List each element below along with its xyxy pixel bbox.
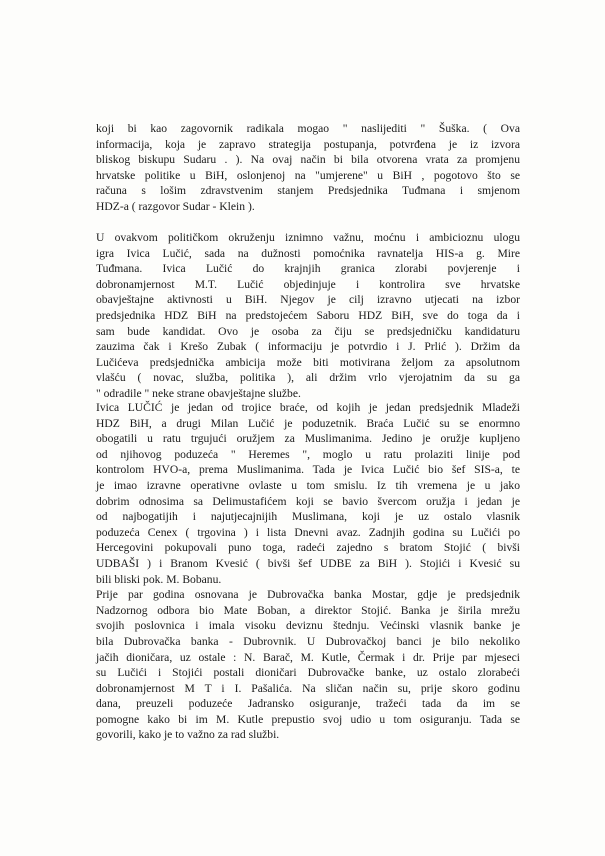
paragraph-1: [96, 121, 520, 215]
text-line: dobronamjernost M.T. Lučić objedinjuje i kontrolira sve hrvatske: [96, 277, 520, 291]
text-line: HDZ BiH, a drugi Milan Lučić je poduzetnik. Braća Lučić su se enormno: [96, 416, 520, 430]
text-line: sam bude kandidat. Ovo je osoba za čiju se predsjedničku kandidaturu: [96, 324, 520, 338]
text-line: dobronamjernost M T i I. Pašalića. Na sličan način su, prije skoro godinu: [96, 681, 520, 695]
paragraph-3: [96, 400, 520, 743]
text-line: Prije par godina osnovana je Dubrovačka banka Mostar, gdje je predsjednik: [96, 588, 520, 602]
text-line: pomogne kako bi im M. Kutle prepustio svoj udio u tom osiguranju. Tada se: [96, 712, 520, 726]
text-line: Nadzornog odbora bio Mate Boban, a direktor Stojić. Banka je širila mrežu: [96, 603, 520, 617]
text-line: Hercegovini pokupovali puno toga, radeći zajedno s bratom Stojić ( bivši: [96, 541, 520, 555]
text-line: je imao izravne operativne ovlaste u tom smislu. Iz tih vremena je u jako: [96, 478, 520, 492]
text-line: igra Ivica Lučić, sada na dužnosti pomoćnika ravnatelja HIS-a g. Mire: [96, 246, 520, 260]
text-line: od njihovog poduzeća " Heremes ", moglo u ratu prolaziti linije pod: [96, 447, 520, 461]
text-line: bila Dubrovačka banka - Dubrovnik. U Dubrovačkoj banci je bilo nekoliko: [96, 634, 520, 648]
text-line: UDBAŠI ) i Branom Kvesić ( bivši šef UDBE za BiH ). Stojići i Kvesić su: [96, 556, 520, 570]
text-line: poduzeća Cenex ( trgovina ) i lista Dnevni avaz. Zadnjih godina su Lučići po: [96, 525, 520, 539]
paragraph-2: [96, 230, 520, 402]
text-line: računa s lošim zdravstvenim stanjem Predsjednika Tuđmana i smjenom: [96, 184, 520, 198]
text-line: Tuđmana. Ivica Lučić do krajnjih granica zlorabi povjerenje i: [96, 262, 520, 276]
text-line: informacija, koja je zapravo strategija postupanja, potvrđena je iz izvora: [96, 137, 520, 151]
text-line: kontrolom HVO-a, prema Muslimanima. Tada je Ivica Lučić bio šef SIS-a, te: [96, 463, 520, 477]
text-line: su Lučići i Stojići postali dioničari Dubrovačke banke, uz ostalo zlorabeći: [96, 666, 520, 680]
text-line: predsjednika HDZ BiH na predstojećem Saboru HDZ BiH, sve do toga da i: [96, 308, 520, 322]
text-line: zauzima čak i Krešo Zubak ( informaciju je potvrdio i J. Prlić ). Držim da: [96, 340, 520, 354]
text-line: U ovakvom političkom okruženju iznimno važnu, moćnu i ambicioznu ulogu: [96, 231, 520, 244]
text-line: dobrim odnosima sa Delimustafićem koji se bavio švercom oružja i jedan je: [96, 494, 520, 508]
text-line: jačih dioničara, uz ostale : N. Barač, M. Kutle, Čermak i dr. Prije par mjeseci: [96, 650, 520, 664]
text-line: bliskog biskupu Sudaru . ). Na ovaj način bi bila otvorena vrata za promjenu: [96, 153, 520, 167]
text-line: od najbogatijih i najutjecajnijih Muslimana, koji je uz ostalo vlasnik: [96, 510, 520, 524]
text-line: bili bliski pok. M. Bobanu.: [96, 572, 222, 586]
text-line: govorili, kako je to važno za rad službi.: [96, 728, 280, 742]
text-line: vlašću ( novac, služba, politika ), ali držim vrlo vjerojatnim da su ga: [96, 371, 520, 385]
text-line: HDZ-a ( razgovor Sudar - Klein ).: [96, 199, 255, 213]
text-line: obogatili u ratu trgujući oružjem za Muslimanima. Jedino je oružje kupljeno: [96, 432, 520, 446]
text-line: svojih poslovnica i imala visoku deviznu štednju. Većinski vlasnik banke je: [96, 619, 520, 633]
text-line: Lučićeva predsjednička ambicija može biti motivirana željom za apsolutnom: [96, 355, 520, 369]
text-line: dana, preuzeli poduzeće Jadransko osiguranje, tražeći tada da im se: [96, 697, 520, 711]
text-line: " odradile " neke strane obavještajne službe.: [96, 386, 301, 400]
text-line: hrvatske politike u BiH, oslonjenoj na "umjerene" u BiH , pogotovo što se: [96, 168, 520, 182]
text-line: koji bi kao zagovornik radikala mogao " naslijediti " Šuška. ( Ova: [96, 122, 520, 135]
text-line: Ivica LUČIĆ je jedan od trojice braće, od kojih je jedan predsjednik Mladeži: [96, 401, 520, 414]
text-line: obavještajne aktivnosti u BiH. Njegov je cilj izravno utjecati na izbor: [96, 293, 520, 307]
